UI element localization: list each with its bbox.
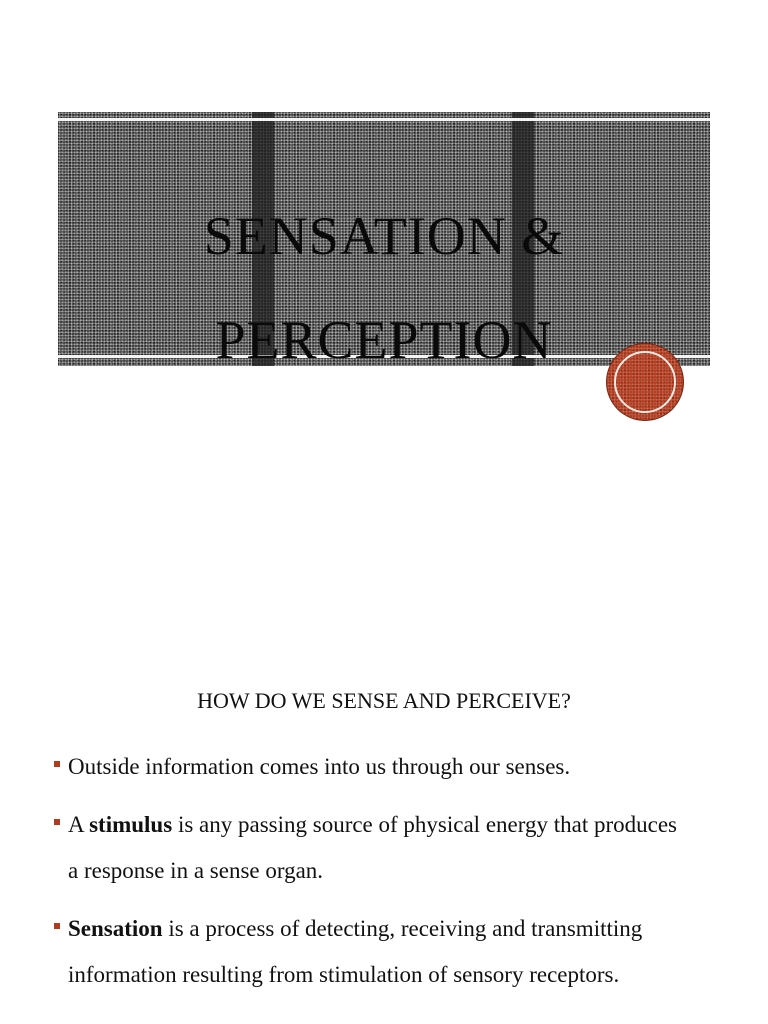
bullet-term: Sensation <box>68 916 163 941</box>
bullet-item <box>52 906 692 998</box>
bullet-text: Outside information comes into us through our senses. <box>68 754 571 779</box>
bullet-list <box>52 744 692 1010</box>
slide-title-line1: SENSATION & <box>203 206 565 266</box>
bullet-marker-icon <box>54 819 60 825</box>
title-banner <box>58 112 710 370</box>
bullet-marker-icon <box>54 923 60 929</box>
bullet-prefix: A <box>68 812 90 837</box>
circle-ornament-ring <box>614 351 676 413</box>
bullet-term: stimulus <box>89 812 173 837</box>
bullet-item <box>52 802 692 894</box>
slide-title-line2: PERCEPTION <box>215 310 553 370</box>
banner-top-rule <box>58 118 710 121</box>
circle-ornament-icon <box>607 344 683 420</box>
bullet-item <box>52 744 692 790</box>
bullet-text: is any passing source of physical energy that produces a response in a sense organ. <box>68 812 677 883</box>
bullet-text: is a process of detecting, receiving and transmitting information resulting from stimulation of sensory receptors. <box>68 916 643 987</box>
section-heading: HOW DO WE SENSE AND PERCEIVE? <box>197 688 571 713</box>
bullet-marker-icon <box>54 761 60 767</box>
